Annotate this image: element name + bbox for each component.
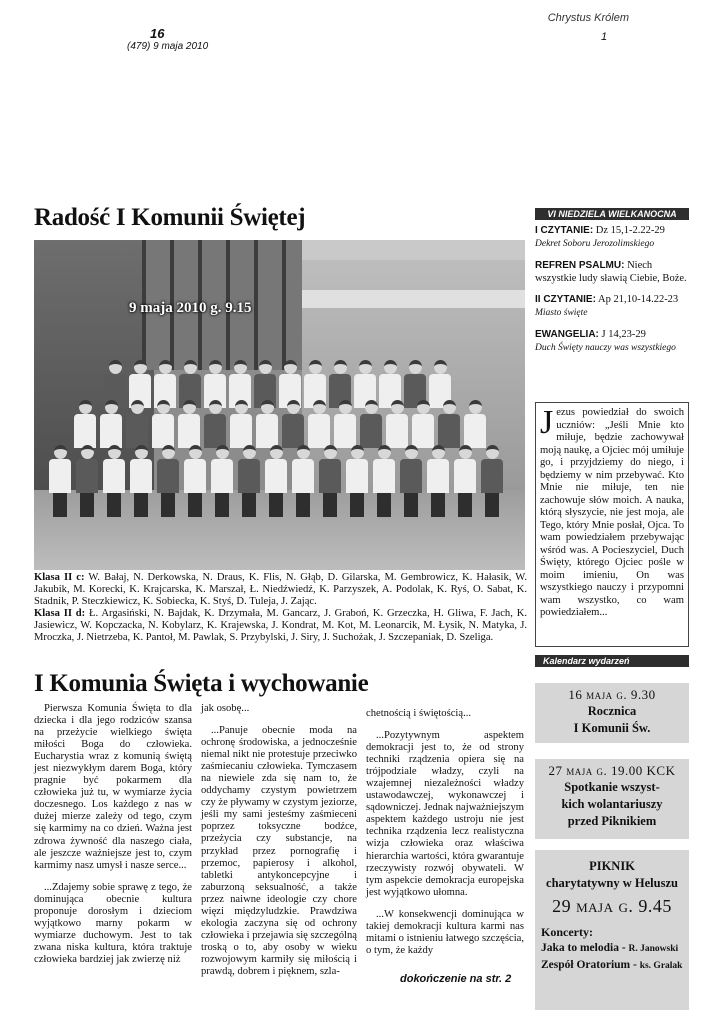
child-figure [360, 400, 382, 448]
calendar-section-label: Kalendarz wydarzeń [535, 655, 689, 667]
gospel-label: EWANGELIA: [535, 329, 599, 340]
event-name: przed Piknikiem [567, 814, 657, 828]
issue-page: 1 [601, 31, 608, 43]
gospel-text: ezus powiedział do swoich uczniów: „Jeśli Mnie kto miłuje, będzie zachowywał moją naukę, a Ojciec mój umiłuje go, i przyjdziemy do niego, i będziemy w nim przebywać. Kto Mnie nie miłuje, ten nie zachowuje słów moich. A nauka, którą słyszycie, nie jest moja, ale Tego, który Mnie posłał, Ojca. To wam powiedziałem przebywając wśród was. A Pocieszyciel, Duch Święty, którego Ojciec pośle w moim imieniu, On was wszystkiego nauczy i przypomni wam wszystko, co wam powiedziałem... [540, 407, 684, 618]
event-name: Spotkanie wszyst- [564, 780, 660, 794]
child-figure [464, 400, 486, 448]
child-figure [265, 445, 287, 517]
paragraph: Pierwsza Komunia Święta to dla dziecka i dla jego rodziców szansa na przeżycie wielkiego święta miłości Boga do człowieka. Eucharystia wraz z komunią świętą jest niezwykłym darem Boga, który pragnie być pokarmem dla człowieka już tu, w wymiarze życia doczesnego. Los każdego z nas w dużej mierze zależy od tego, czym się karmimy na co dzień. Ważna jest zdrowa żywność dla naszego ciała, ale jeszcze ważniejsze jest to, czym karmimy nasz umysł i nasze serce... [34, 703, 192, 871]
psalm [535, 259, 689, 285]
event-date: 29 maja g. 9.45 [552, 896, 672, 916]
class-d-label: Klasa II d: [34, 608, 86, 620]
child-figure [178, 400, 200, 448]
child-figure [400, 445, 422, 517]
gospel-reading [535, 328, 689, 355]
reading-1-sub: Dekret Soboru Jerozolimskiego [535, 239, 655, 249]
reading-2-label: II CZYTANIE: [535, 294, 596, 305]
photo-caption: 9 maja 2010 g. 9.15 [129, 300, 252, 316]
reading-2-ref: Ap 21,10-14.22-23 [597, 294, 679, 305]
reading-2-sub: Miasto święte [535, 308, 588, 318]
event-name: kich wolantariuszy [561, 797, 663, 811]
reading-1 [535, 224, 689, 251]
child-figure [238, 445, 260, 517]
child-figure [204, 400, 226, 448]
child-figure [373, 445, 395, 517]
child-figure [76, 445, 98, 517]
event-anniversary [535, 683, 689, 743]
paragraph: jak osobę... [201, 703, 250, 714]
event-name: I Komunii Św. [573, 721, 651, 735]
class-d-names: Ł. Argasiński, N. Bajdak, K. Drzymała, M. Gancarz, J. Graboń, K. Grzeczka, H. Gliwa, F. Jach, K. Jasiewicz, W. Kopczacka, N. Kobylarz, K. Krajewska, J. Kondrat, M. Kot, M. Leonarcik, M. Łysik, N. Matyka, J. Mroczka, J. Nietrzeba, K. Pantoł, M. Pawlak, S. Przybylski, J. Siry, J. Suchożak, J. Szczepaniak, D. Szeliga. [34, 608, 527, 644]
child-figure [308, 400, 330, 448]
article-title-communion-joy: Radość I Komunii Świętej [34, 204, 306, 231]
gospel-drop-cap: J [540, 404, 554, 441]
article-column-1 [34, 703, 192, 976]
paragraph: ...Zdajemy sobie sprawę z tego, że dominująca obecnie kultura proponuje dorosłym i dzieciom wyjątkowo marny pokarm w wymiarze duchowym. Jest to tak zwana niska kultura, która traktuje człowieka bardziej jak zwierzę niż [34, 881, 192, 965]
psalm-label: REFREN PSALMU: [535, 260, 625, 271]
paragraph: ...Panuje obecnie moda na ochronę środowiska, a jednocześnie niemal nikt nie protestuje przeciwko zaśmiecaniu człowieka. Tymczasem na niewiele zda się nam to, że oddychamy czystym powietrzem czy że pływamy w czystym jeziorze, jeśli my sami jesteśmy zaśmieceni poprzez toksyczne bodźce, przeżycia czy substancje, na przykład przez pornografię i przemoc, papierosy i alkohol, tabletki antykoncepcyjne i zaburzoną seksualność, a także przez naiwne ideologie czy chore więzi międzyludzkie. Prawdziwa ekologia zaczyna się od ochrony człowieka i przejawia się szczególną troską o to, aby osoby w wieku rozwojowym karmiły się miłością i prawdą, dobrem i pięknem, szla- [201, 725, 357, 977]
child-figure [211, 445, 233, 517]
continuation-note: dokończenie na str. 2 [400, 973, 512, 985]
paragraph: ...W konsekwencji dominująca w takiej demokracji kultura karmi nas mitami o istnieniu łatwego szczęścia, o tym, że każdy [366, 908, 524, 956]
event-name: Rocznica [587, 704, 637, 718]
gospel-ref: J 14,23-29 [601, 329, 646, 340]
paragraph: chetnością i świętością... [366, 708, 472, 719]
psalm-text: Niech wszystkie ludy sławią Ciebie, Boże. [535, 260, 687, 284]
event-volunteers-meeting [535, 759, 689, 839]
publication-title: Chrystus Królem [547, 12, 629, 24]
article-title-upbringing: I Komunia Święta i wychowanie [34, 670, 369, 697]
child-figure [438, 400, 460, 448]
child-figure [319, 445, 341, 517]
child-figure [126, 400, 148, 448]
child-figure [412, 400, 434, 448]
child-figure [292, 445, 314, 517]
gospel-text-box [535, 402, 689, 647]
child-figure [157, 445, 179, 517]
child-figure [184, 445, 206, 517]
child-figure [152, 400, 174, 448]
photo-roof [274, 290, 525, 308]
child-figure [256, 400, 278, 448]
concert-item: Zespół Oratorium - ks. Gralak [541, 959, 683, 971]
child-figure [230, 400, 252, 448]
child-figure [427, 445, 449, 517]
event-date: 27 maja g. 19.00 KCK [548, 763, 676, 778]
child-figure [100, 400, 122, 448]
reading-2 [535, 293, 689, 320]
article-column-2 [201, 703, 357, 988]
child-figure [481, 445, 503, 517]
child-figure [103, 445, 125, 517]
concerts-label: Koncerty: [541, 925, 593, 939]
concert-item: Jaka to melodia - R. Janowski [541, 942, 679, 954]
event-subtitle: charytatywny w Heluszu [546, 876, 678, 890]
event-charity-picnic [535, 850, 689, 1010]
page-number: 16 [150, 26, 165, 41]
child-figure [346, 445, 368, 517]
child-figure [74, 400, 96, 448]
gospel-sub: Duch Święty nauczy was wszystkiego [535, 343, 676, 353]
child-figure [49, 445, 71, 517]
photo-children-group [44, 360, 514, 560]
child-figure [334, 400, 356, 448]
child-figure [386, 400, 408, 448]
event-date: 16 maja g. 9.30 [568, 687, 656, 702]
liturgy-section-label: VI NIEDZIELA WIELKANOCNA [535, 208, 689, 220]
reading-1-ref: Dz 15,1-2.22-29 [595, 225, 665, 236]
class-c-label: Klasa II c: [34, 572, 85, 583]
child-figure [454, 445, 476, 517]
child-figure [130, 445, 152, 517]
issue-date: (479) 9 maja 2010 [127, 41, 209, 52]
liturgy-readings [535, 224, 689, 363]
class-c-names: W. Bałaj, N. Derkowska, N. Draus, K. Flis, N. Głąb, D. Gilarska, M. Gembrowicz, K. Hałasik, W. Jakubik, M. Korecki, K. Krajcarska, K. Marszał, Ł. Niedźwiedź, K. Parzyszek, A. Podolak, K. Ryś, O. Sabat, K. Stadnik, P. Steczkiewicz, K. Sobiecka, K. Styś, D. Tuleja, J. Zając. [34, 572, 527, 608]
paragraph: ...Pozytywnym aspektem demokracji jest to, że od strony techniki rządzenia opiera się na trójpodziale władzy, czyli na wzajemnej niezależności władzy ustawodawczej, wykonawczej i sądowniczej. Jednak najważniejszym aspektem każdego ustroju nie jest technika rządzenia lecz realistyczna wizja człowieka oraz właściwa hierarchia wartości, która gwarantuje rzeczywisty rozwój obywateli. W tym aspekcie demokracja europejska jest wyjątkowo ułomna. [366, 730, 524, 898]
event-title: PIKNIK [589, 859, 635, 873]
class-photo [34, 240, 525, 570]
reading-1-label: I CZYTANIE: [535, 225, 594, 236]
child-figure [282, 400, 304, 448]
article-column-3 [366, 708, 524, 967]
class-lists [34, 572, 527, 645]
